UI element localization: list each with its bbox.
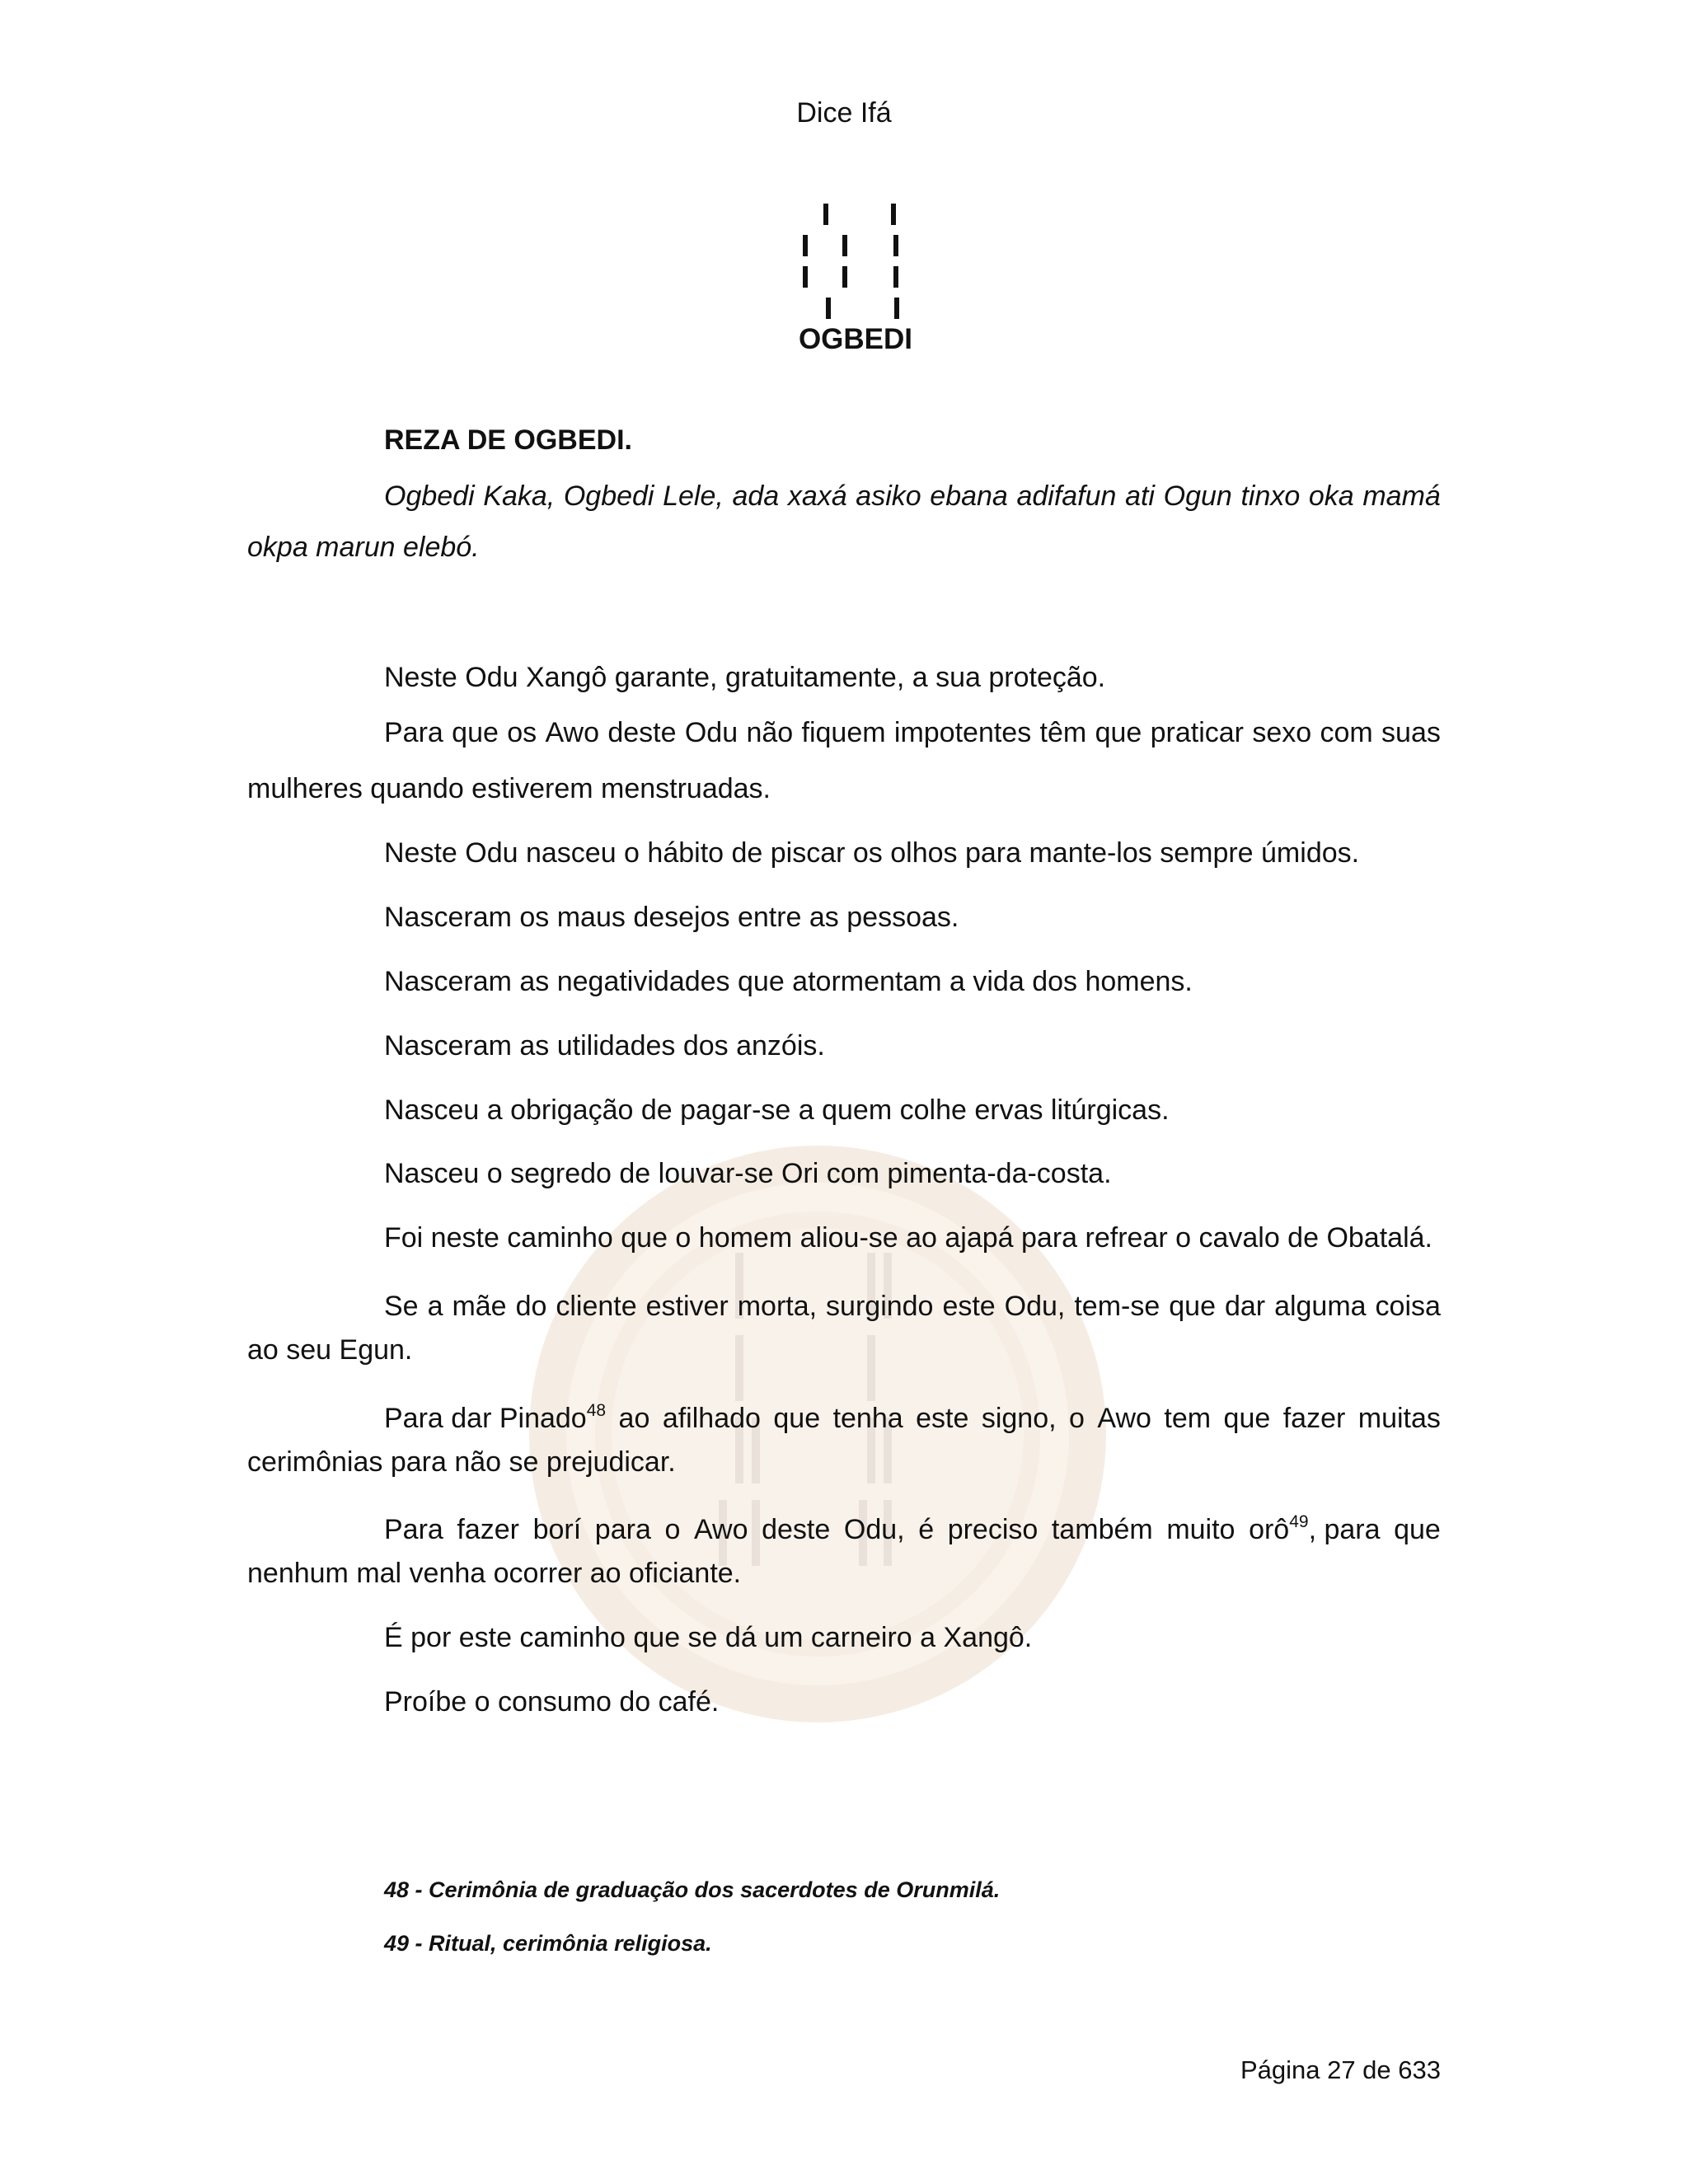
footnote-49: 49 - Ritual, cerimônia religiosa. [384,1931,712,1956]
odu-title: OGBEDI [798,323,913,355]
paragraph-11-line-2: cerimônias para não se prejudicar. [247,1446,676,1478]
prayer-line-2: okpa marun elebó. [247,532,480,563]
paragraph-2-line-1: Para que os Awo deste Odu não fiquem impotentes têm que praticar sexo com suas [384,717,1441,748]
page-number: Página 27 de 633 [1240,2055,1441,2084]
odu-sign-marks [791,199,907,323]
paragraph-12-line-2: nenhum mal venha ocorrer ao oficiante. [247,1558,742,1589]
paragraph-10-line-2: ao seu Egun. [247,1334,413,1366]
paragraph-3: Neste Odu nasceu o hábito de piscar os olhos para mante-los sempre úmidos. [384,837,1360,869]
prayer-heading: REZA DE OGBEDI. [384,424,632,456]
paragraph-11-line-1: Para dar Pinado$^{48}$ ao afilhado que tenha este signo, o Awo tem que fazer muitas [384,1401,1441,1434]
running-header: Dice Ifá [796,97,892,129]
paragraph-5: Nasceram as negatividades que atormentam a vida dos homens. [384,966,1193,997]
footnote-ref-48: 48 [586,1401,607,1420]
paragraph-14: Proíbe o consumo do café. [384,1686,720,1718]
paragraph-7: Nasceu a obrigação de pagar-se a quem colhe ervas litúrgicas. [384,1094,1170,1126]
prayer-line-1: Ogbedi Kaka, Ogbedi Lele, ada xaxá asiko ebana adifafun ati Ogun tinxo oka mamá [384,480,1441,512]
paragraph-10-line-1: Se a mãe do cliente estiver morta, surgindo este Odu, tem-se que dar alguma coisa [384,1291,1441,1322]
paragraph-6: Nasceram as utilidades dos anzóis. [384,1030,825,1062]
paragraph-4: Nasceram os maus desejos entre as pessoas. [384,902,959,933]
paragraph-8: Nasceu o segredo de louvar-se Ori com pimenta-da-costa. [384,1158,1112,1189]
paragraph-1: Neste Odu Xangô garante, gratuitamente, a sua proteção. [384,662,1106,693]
footnote-ref-49: 49 [1289,1512,1309,1531]
paragraph-2-line-2: mulheres quando estiverem menstruadas. [247,773,771,804]
paragraph-12-line-1: Para fazer borí para o Awo deste Odu, é preciso também muito orô$^{49}$, para que [384,1512,1441,1545]
paragraph-9: Foi neste caminho que o homem aliou-se ao ajapá para refrear o cavalo de Obatalá. [384,1222,1432,1254]
paragraph-13: É por este caminho que se dá um carneiro a Xangô. [384,1622,1033,1653]
footnote-48: 48 - Cerimônia de graduação dos sacerdotes de Orunmilá. [384,1877,1001,1902]
